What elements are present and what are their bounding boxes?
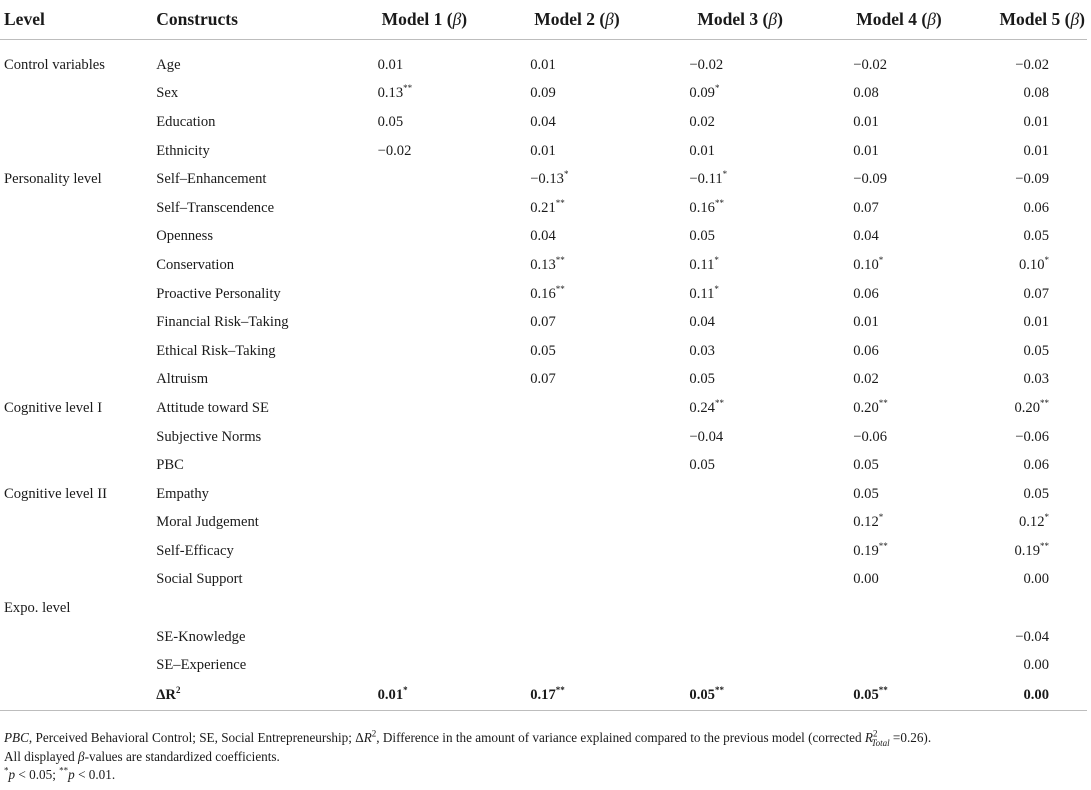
- row-model-3: [673, 165, 838, 194]
- significance-marker: **: [555, 283, 565, 294]
- table-row: [0, 594, 1087, 623]
- table-row: [0, 251, 1087, 280]
- coefficient-value: 0.10*: [1018, 255, 1049, 273]
- row-level-cell: [0, 223, 156, 252]
- coefficient-value: 0.04: [689, 314, 715, 331]
- delta-level-cell: [0, 680, 156, 711]
- significance-marker: *: [563, 169, 569, 180]
- row-model-5: [999, 423, 1087, 452]
- table-row: [0, 194, 1087, 223]
- row-model-3: [673, 423, 838, 452]
- header-level: Level: [0, 0, 156, 40]
- row-model-5: [999, 40, 1087, 80]
- row-model-4: [838, 40, 999, 80]
- row-model-3: [673, 308, 838, 337]
- table-row: [0, 223, 1087, 252]
- coefficient-value: 0.00: [1023, 657, 1049, 674]
- row-model-1: [342, 223, 499, 252]
- table-footnotes: [4, 729, 1084, 785]
- coefficient-value: 0.24**: [689, 398, 724, 416]
- row-level-cell: [0, 108, 156, 137]
- row-construct: Ethical Risk–Taking: [156, 342, 276, 359]
- table-row: [0, 509, 1087, 538]
- row-model-1: [342, 80, 499, 109]
- row-model-1: [342, 480, 499, 509]
- row-model-4: [838, 108, 999, 137]
- coefficient-value: 0.01: [853, 314, 879, 331]
- row-model-1: [342, 251, 499, 280]
- row-model-2: [498, 509, 673, 538]
- row-model-2: [498, 165, 673, 194]
- row-model-5: [999, 623, 1087, 652]
- table-row: [0, 394, 1087, 423]
- coefficient-value: 0.05: [853, 457, 879, 474]
- coefficient-value: 0.04: [530, 228, 556, 245]
- row-model-1: [342, 651, 499, 680]
- coefficient-value: 0.09: [530, 85, 556, 102]
- significance-marker: *: [714, 83, 720, 94]
- coefficient-value: 0.13**: [530, 255, 565, 273]
- table-row: [0, 165, 1087, 194]
- coefficient-value: 0.01: [530, 56, 556, 73]
- row-model-1: [342, 423, 499, 452]
- row-model-5: [999, 194, 1087, 223]
- significance-marker: **: [555, 684, 565, 695]
- row-model-5: [999, 108, 1087, 137]
- row-model-4: [838, 194, 999, 223]
- row-model-2: [498, 223, 673, 252]
- table-row: [0, 80, 1087, 109]
- table-body: [0, 40, 1087, 711]
- row-construct: Financial Risk–Taking: [156, 314, 289, 331]
- row-level-cell: [0, 137, 156, 166]
- row-model-4: [838, 223, 999, 252]
- coefficient-value: −0.13*: [530, 169, 569, 188]
- coefficient-value: 0.07: [530, 371, 556, 388]
- coefficient-value: 0.20**: [853, 398, 888, 416]
- coefficient-value: 0.01: [1023, 314, 1049, 331]
- header-model-4: Model 4 (β): [838, 0, 999, 40]
- coefficient-value: 0.00: [1023, 571, 1049, 588]
- coefficient-value: 0.02: [689, 113, 715, 130]
- row-model-4: [838, 480, 999, 509]
- significance-marker: **: [555, 197, 565, 208]
- row-model-4: [838, 165, 999, 194]
- coefficient-value: 0.01: [1023, 113, 1049, 130]
- header-model-3: Model 3 (β): [673, 0, 838, 40]
- row-model-1: [342, 308, 499, 337]
- row-model-2: [498, 308, 673, 337]
- row-model-4: [838, 623, 999, 652]
- delta-model-2: 0.17**: [498, 680, 673, 711]
- footnote-abbreviations: PBC, Perceived Behavioral Control; SE, Social Entrepreneurship; $\Delta R^2$, Difference in the amount of variance explained compared to the previous model (corrected $R^2_{Total} =0.26$).: [4, 728, 932, 748]
- row-model-3: [673, 251, 838, 280]
- row-model-5: [999, 251, 1087, 280]
- coefficient-value: −0.06: [853, 428, 887, 445]
- row-level-cell: Expo. level: [4, 600, 71, 617]
- coefficient-value: 0.20**: [1014, 398, 1049, 416]
- row-model-3: [673, 280, 838, 309]
- row-model-4: [838, 251, 999, 280]
- coefficient-value: 0.09*: [689, 83, 720, 102]
- row-construct: [156, 594, 341, 623]
- row-level-cell: [0, 651, 156, 680]
- row-level-cell: [0, 451, 156, 480]
- row-model-4: [838, 537, 999, 566]
- row-model-4: [838, 280, 999, 309]
- coefficient-value: 0.06: [1023, 199, 1049, 216]
- table-row: [0, 480, 1087, 509]
- row-level-cell: Cognitive level I: [4, 399, 103, 416]
- row-model-3: [673, 366, 838, 395]
- coefficient-value: 0.12*: [1018, 512, 1049, 531]
- row-model-5: [999, 451, 1087, 480]
- row-model-3: [673, 651, 838, 680]
- coefficient-value: 0.01: [853, 142, 879, 159]
- row-construct: PBC: [156, 457, 184, 474]
- coefficient-value: 0.08: [1023, 85, 1049, 102]
- coefficient-value: 0.05: [530, 342, 556, 359]
- delta-r2-row: [0, 680, 1087, 711]
- row-model-4: [838, 137, 999, 166]
- row-model-3: [673, 566, 838, 595]
- row-model-2: [498, 480, 673, 509]
- coefficient-value: 0.19**: [853, 541, 888, 559]
- table-row: [0, 280, 1087, 309]
- significance-marker: **: [714, 398, 724, 409]
- row-model-5: [999, 366, 1087, 395]
- row-model-4: [838, 423, 999, 452]
- delta-label: $\Delta R^2$: [156, 680, 341, 711]
- row-level-cell: [0, 537, 156, 566]
- row-construct: Altruism: [156, 371, 209, 388]
- row-construct: Self–Transcendence: [156, 199, 275, 216]
- row-model-2: [498, 537, 673, 566]
- coefficient-value: 0.00: [853, 571, 879, 588]
- significance-marker: *: [714, 255, 719, 266]
- row-model-3: [673, 194, 838, 223]
- row-model-3: [673, 80, 838, 109]
- header-model-1: Model 1 (β): [342, 0, 499, 40]
- row-model-1: [342, 137, 499, 166]
- row-construct: Education: [156, 113, 216, 130]
- row-model-5: [999, 509, 1087, 538]
- coefficient-value: 0.07: [530, 314, 556, 331]
- table-row: [0, 40, 1087, 80]
- table-row: [0, 566, 1087, 595]
- coefficient-value: 0.13**: [377, 83, 413, 102]
- significance-marker: *: [714, 283, 719, 294]
- row-model-1: [342, 337, 499, 366]
- row-level-cell: [0, 509, 156, 538]
- significance-marker: **: [714, 197, 724, 208]
- row-model-4: [838, 308, 999, 337]
- row-construct: Sex: [156, 85, 179, 102]
- coefficient-value: 0.21**: [530, 197, 565, 216]
- row-model-5: [999, 165, 1087, 194]
- row-model-4: [838, 594, 999, 623]
- footnote-standardized: All displayed β-values are standardized coefficients.: [4, 748, 280, 764]
- row-model-3: [673, 137, 838, 166]
- table-row: [0, 537, 1087, 566]
- significance-marker: **: [1040, 541, 1049, 552]
- row-model-2: [498, 40, 673, 80]
- row-construct: Social Support: [156, 571, 243, 588]
- row-model-3: [673, 509, 838, 538]
- coefficient-value: −0.09: [1015, 171, 1049, 188]
- row-model-3: [673, 623, 838, 652]
- row-model-1: [342, 366, 499, 395]
- row-model-5: [999, 537, 1087, 566]
- significance-marker: **: [403, 83, 413, 94]
- row-model-2: [498, 337, 673, 366]
- coefficient-value: −0.02: [377, 142, 412, 159]
- coefficient-value: 0.05: [1023, 485, 1049, 502]
- table-row: [0, 651, 1087, 680]
- row-model-3: [673, 337, 838, 366]
- coefficient-value: 0.01: [689, 142, 715, 159]
- coefficient-value: 0.06: [1023, 457, 1049, 474]
- header-model-2: Model 2 (β): [498, 0, 673, 40]
- row-construct: Empathy: [156, 485, 209, 502]
- coefficient-value: 0.11*: [689, 283, 719, 302]
- row-model-1: [342, 623, 499, 652]
- row-model-5: [999, 337, 1087, 366]
- row-model-5: [999, 594, 1087, 623]
- row-model-3: [673, 480, 838, 509]
- row-construct: Self-Efficacy: [156, 542, 234, 559]
- row-construct: Self–Enhancement: [156, 171, 267, 188]
- row-level-cell: [0, 80, 156, 109]
- footnote-significance: *p < 0.05; **p < 0.01.: [4, 765, 116, 782]
- row-model-1: [342, 165, 499, 194]
- coefficient-value: −0.09: [853, 171, 887, 188]
- coefficient-value: 0.02: [853, 371, 879, 388]
- significance-marker: *: [1044, 512, 1049, 523]
- coefficient-value: −0.04: [1015, 628, 1049, 645]
- row-model-3: [673, 451, 838, 480]
- row-model-2: [498, 80, 673, 109]
- row-construct: Moral Judgement: [156, 514, 259, 531]
- row-model-2: [498, 623, 673, 652]
- table-row: [0, 137, 1087, 166]
- coefficient-value: 0.11*: [689, 255, 719, 273]
- table-row: [0, 451, 1087, 480]
- row-model-2: [498, 137, 673, 166]
- row-model-1: [342, 537, 499, 566]
- row-level-cell: Control variables: [4, 56, 105, 73]
- coefficient-value: 0.03: [689, 342, 715, 359]
- coefficient-value: 0.04: [853, 228, 879, 245]
- table-row: [0, 366, 1087, 395]
- row-model-3: [673, 594, 838, 623]
- coefficient-value: 0.06: [853, 285, 879, 302]
- coefficient-value: 0.01: [530, 142, 556, 159]
- significance-marker: **: [878, 684, 888, 695]
- significance-marker: *: [403, 684, 408, 695]
- delta-model-5: 0.00: [999, 680, 1087, 711]
- table-row: [0, 423, 1087, 452]
- row-construct: Proactive Personality: [156, 285, 281, 302]
- row-level-cell: [0, 566, 156, 595]
- significance-marker: **: [1040, 398, 1049, 409]
- significance-marker: *: [722, 169, 728, 180]
- row-model-4: [838, 451, 999, 480]
- coefficient-value: 0.01: [1023, 142, 1049, 159]
- coefficient-value: −0.02: [689, 56, 724, 73]
- coefficient-value: 0.16**: [530, 283, 565, 302]
- coefficient-value: −0.11*: [689, 169, 728, 188]
- row-model-5: [999, 308, 1087, 337]
- coefficient-value: 0.05: [689, 457, 715, 474]
- coefficient-value: 0.04: [530, 113, 556, 130]
- coefficient-value: 0.07: [1023, 285, 1049, 302]
- row-construct: Subjective Norms: [156, 428, 262, 445]
- coefficient-value: 0.19**: [1014, 541, 1049, 559]
- row-model-4: [838, 337, 999, 366]
- coefficient-value: −0.02: [1015, 56, 1049, 73]
- row-model-2: [498, 366, 673, 395]
- significance-marker: *: [1044, 255, 1049, 266]
- row-model-2: [498, 251, 673, 280]
- row-model-3: [673, 223, 838, 252]
- header-row: [0, 0, 1087, 40]
- row-construct: SE-Knowledge: [156, 628, 246, 645]
- table-row: [0, 308, 1087, 337]
- table-row: [0, 623, 1087, 652]
- row-model-2: [498, 280, 673, 309]
- table-row: [0, 337, 1087, 366]
- row-model-1: [342, 566, 499, 595]
- coefficient-value: 0.05: [377, 113, 404, 130]
- coefficient-value: 0.06: [853, 342, 879, 359]
- row-model-1: [342, 108, 499, 137]
- row-construct: Ethnicity: [156, 142, 210, 159]
- row-model-2: [498, 651, 673, 680]
- significance-marker: *: [878, 512, 884, 523]
- row-model-4: [838, 366, 999, 395]
- coefficient-value: 0.01: [377, 56, 404, 73]
- row-model-5: [999, 394, 1087, 423]
- row-level-cell: Cognitive level II: [4, 485, 107, 502]
- coefficient-value: 0.05: [1023, 342, 1049, 359]
- delta-model-3: 0.05**: [673, 680, 838, 711]
- row-construct: SE–Experience: [156, 657, 247, 674]
- row-model-2: [498, 423, 673, 452]
- row-model-5: [999, 80, 1087, 109]
- row-model-1: [342, 394, 499, 423]
- coefficient-value: 0.10*: [853, 255, 884, 273]
- significance-marker: *: [878, 255, 884, 266]
- row-model-1: [342, 194, 499, 223]
- header-model-5: Model 5 (β): [999, 0, 1087, 40]
- row-model-1: [342, 509, 499, 538]
- delta-model-1: 0.01*: [342, 680, 499, 711]
- row-model-1: [342, 594, 499, 623]
- row-model-2: [498, 566, 673, 595]
- row-level-cell: [0, 337, 156, 366]
- coefficient-value: 0.05: [689, 228, 715, 245]
- delta-model-4: 0.05**: [838, 680, 999, 711]
- coefficient-value: −0.02: [853, 56, 887, 73]
- row-model-5: [999, 280, 1087, 309]
- row-level-cell: Personality level: [4, 171, 102, 188]
- coefficient-value: 0.03: [1023, 371, 1049, 388]
- coefficient-value: 0.07: [853, 199, 879, 216]
- header-constructs: Constructs: [156, 0, 341, 40]
- row-model-4: [838, 80, 999, 109]
- row-level-cell: [0, 423, 156, 452]
- row-construct: Attitude toward SE: [156, 399, 269, 416]
- row-model-1: [342, 280, 499, 309]
- row-model-4: [838, 394, 999, 423]
- row-level-cell: [0, 194, 156, 223]
- row-model-1: [342, 40, 499, 80]
- table-row: [0, 108, 1087, 137]
- row-model-3: [673, 108, 838, 137]
- row-model-2: [498, 108, 673, 137]
- row-model-2: [498, 394, 673, 423]
- coefficient-value: −0.04: [689, 428, 724, 445]
- row-level-cell: [0, 623, 156, 652]
- row-level-cell: [0, 366, 156, 395]
- row-model-5: [999, 223, 1087, 252]
- coefficient-value: 0.12*: [853, 512, 884, 531]
- row-model-5: [999, 480, 1087, 509]
- coefficient-value: 0.05: [689, 371, 715, 388]
- coefficient-value: 0.05: [1023, 228, 1049, 245]
- row-model-4: [838, 651, 999, 680]
- row-model-3: [673, 394, 838, 423]
- row-model-2: [498, 451, 673, 480]
- row-model-3: [673, 40, 838, 80]
- row-model-5: [999, 566, 1087, 595]
- significance-marker: **: [555, 255, 565, 266]
- coefficient-value: −0.06: [1015, 428, 1049, 445]
- row-construct: Openness: [156, 228, 213, 245]
- row-model-5: [999, 651, 1087, 680]
- row-model-1: [342, 451, 499, 480]
- row-construct: Conservation: [156, 256, 235, 273]
- row-level-cell: [0, 308, 156, 337]
- significance-marker: **: [878, 398, 888, 409]
- significance-marker: **: [714, 684, 724, 695]
- significance-marker: **: [878, 541, 888, 552]
- row-model-4: [838, 566, 999, 595]
- row-model-2: [498, 594, 673, 623]
- row-construct: Age: [156, 56, 181, 73]
- coefficient-value: 0.05: [853, 485, 879, 502]
- row-model-4: [838, 509, 999, 538]
- coefficient-value: 0.16**: [689, 197, 724, 216]
- coefficient-value: 0.01: [853, 113, 879, 130]
- row-model-3: [673, 537, 838, 566]
- row-model-2: [498, 194, 673, 223]
- row-level-cell: [0, 280, 156, 309]
- row-level-cell: [0, 251, 156, 280]
- row-model-5: [999, 137, 1087, 166]
- coefficient-value: 0.08: [853, 85, 879, 102]
